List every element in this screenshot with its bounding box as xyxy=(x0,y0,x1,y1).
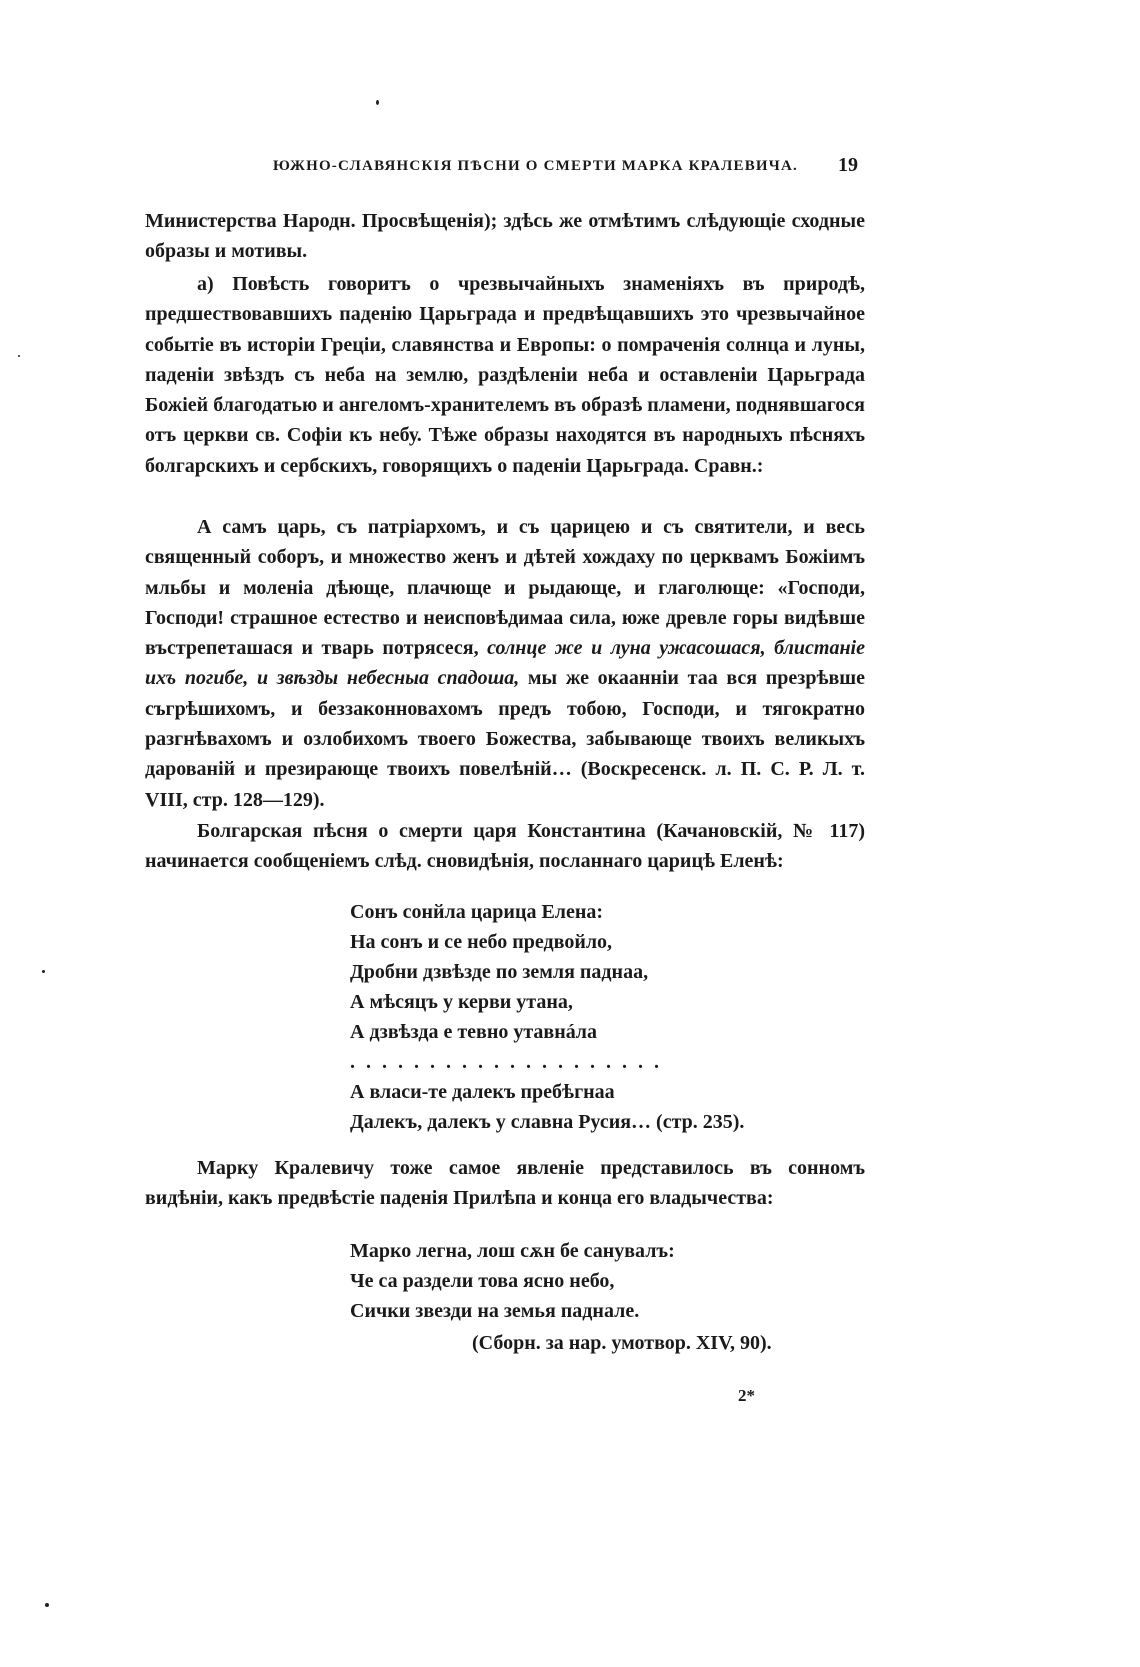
poem-2-citation: (Сборн. за нар. умотвор. XIV, 90). xyxy=(472,1332,772,1354)
page-number: 19 xyxy=(838,154,858,176)
paragraph-2 xyxy=(145,269,865,481)
poem-1 xyxy=(350,897,744,1137)
poem-1-ellipsis: . . . . . . . . . . . . . . . . . . . . xyxy=(350,1051,662,1073)
quote-part-2: мы же окааннiи таа вся презрѣвше съгрѣшихомъ, и беззаконноваxомъ предъ тобою, Господи, и тягократно разгнѣвахомъ и озлобихомъ твоего Божества, забывающе твоихъ великыхъ дарованій и презирающе твоихъ повелѣній… (Воскресенск. л. П. С. Р. Л. т. VIII, стр. 128—129). xyxy=(145,667,866,811)
chronicle-quote-text xyxy=(145,512,865,815)
poem-1-line: А дзвѣзда е тевно утавнáла xyxy=(350,1021,597,1043)
paragraph-1 xyxy=(145,206,865,267)
poem-2 xyxy=(350,1236,675,1326)
paragraph-2-text: а) Повѣсть говоритъ о чрезвычайныхъ знаменіяхъ въ природѣ, предшествовавшихъ паденію Царьграда и предвѣщавшихъ это чрезвычайное событіе въ исторіи Греціи, славянства и Европы: о помраченія солнца и луны, паденіи звѣздъ съ неба на землю, раздѣленіи неба и оставленіи Царьграда Божіей благодатью и ангеломъ-хранителемъ въ образѣ пламени, поднявшагося отъ церкви св. Софіи къ небу. Тѣже образы находятся въ народныхъ пѣсняхъ болгарскихъ и сербскихъ, говорящихъ о паденіи Царьграда. Сравн.: xyxy=(145,273,865,477)
poem-1-line: Сонъ сонйла царица Елена: xyxy=(350,901,604,923)
print-speck xyxy=(45,1603,49,1607)
signature-mark: 2* xyxy=(738,1386,755,1405)
paragraph-4-text: Марку Кралевичу тоже самое явленіе представилось въ сонномъ видѣніи, какъ предвѣстіе паденія Прилѣпа и конца его владычества: xyxy=(145,1157,865,1210)
poem-2-line: Сички звезди на земья паднале. xyxy=(350,1300,640,1322)
paragraph-4 xyxy=(145,1153,865,1214)
poem-1-line: А мѣсяцъ у керви утана, xyxy=(350,991,573,1013)
quote-part-1: А самъ царь, съ патріархомъ, и съ царицею и съ святители, и весь священный соборъ, и множество женъ и дѣтей хождаху по церквамъ Божіимъ мльбы и моленіа дѣюще, плачюще и рыдающе, и глаголюще: «Господи, Господи! страшное естество и неисповѣдимаа сила, юже древле горы видѣвше въстрепеташася и тварь потрясеся, xyxy=(145,516,865,660)
print-speck xyxy=(42,970,45,973)
poem-1-line: Далекъ, далекъ у славна Русия… (стр. 235). xyxy=(350,1111,745,1133)
print-speck xyxy=(18,355,20,357)
poem-1-line: Дробни дзвѣзде по земля паднаа, xyxy=(350,961,649,983)
poem-1-line: На сонъ и се небо предвойло, xyxy=(350,931,613,953)
paragraph-3 xyxy=(145,816,865,877)
poem-1-line: А власи-те далекъ пребѣгнаа xyxy=(350,1081,615,1103)
paragraph-3-text: Болгарская пѣсня о смерти царя Константина (Качановскій, № 117) начинается сообщеніемъ слѣд. сновидѣнія, посланнаго царицѣ Еленѣ: xyxy=(145,820,865,873)
poem-2-line: Че са раздели това ясно небо, xyxy=(350,1270,615,1292)
poem-2-line: Марко легна, лош сѫн бе санувалъ: xyxy=(350,1240,675,1262)
print-speck xyxy=(376,100,379,105)
quote-italic: солнце же и луна ужасошася, блистаніе ихъ погибе, и звѣзды небесныа спадоша, xyxy=(145,637,865,690)
paragraph-1-text: Министерства Народн. Просвѣщенія); здѣсь же отмѣтимъ слѣдующіе сходные образы и мотивы. xyxy=(145,210,865,263)
running-header-title: ЮЖНО-СЛАВЯНСКІЯ ПѢСНИ О СМЕРТИ МАРКА КРАЛЕВИЧА. xyxy=(273,158,798,174)
chronicle-quote xyxy=(145,512,865,815)
